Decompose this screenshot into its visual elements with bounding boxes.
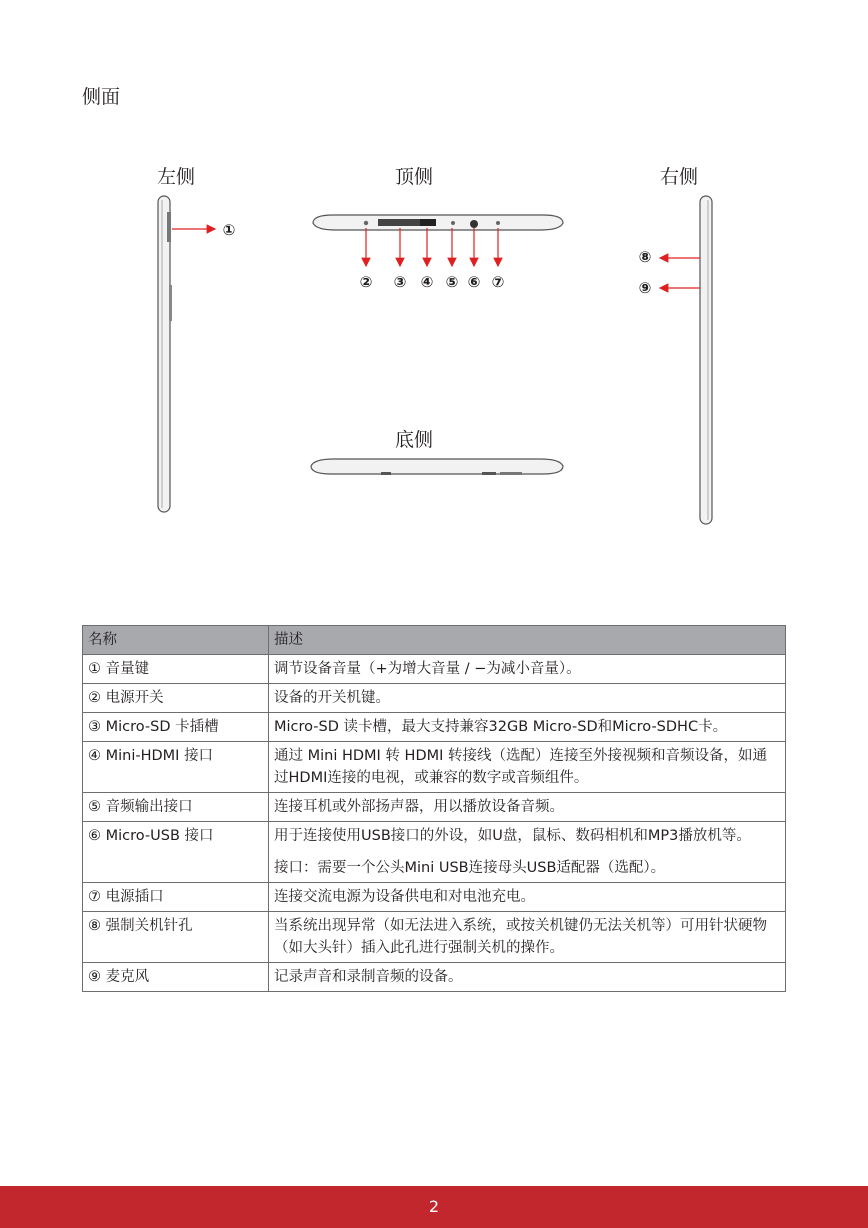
row-description: 当系统出现异常（如无法进入系统，或按关机键仍无法关机等）可用针状硬物（如大头针）插入此孔进行强制关机的操作。 xyxy=(269,912,786,963)
row-description: 用于连接使用USB接口的外设，如U盘，鼠标、数码相机和MP3播放机等。 接口：需要一个公头Mini USB连接母头USB适配器（选配）。 xyxy=(269,822,786,883)
table-row xyxy=(83,912,786,963)
right-side-profile xyxy=(700,196,712,524)
table-row xyxy=(83,742,786,793)
header-name: 名称 xyxy=(83,626,269,655)
callout-6: ⑥ xyxy=(467,273,481,291)
row-name: ⑨ 麦克风 xyxy=(83,963,269,992)
top-side-profile xyxy=(313,215,563,230)
row-description: 连接交流电源为设备供电和对电池充电。 xyxy=(269,883,786,912)
callout-8: ⑧ xyxy=(638,248,652,266)
table-row xyxy=(83,655,786,684)
row-name: ④ Mini-HDMI 接口 xyxy=(83,742,269,793)
row-description: 连接耳机或外部扬声器，用以播放设备音频。 xyxy=(269,793,786,822)
table-row xyxy=(83,713,786,742)
row-name: ① 音量键 xyxy=(83,655,269,684)
callout-3: ③ xyxy=(393,273,407,291)
page-number: 2 xyxy=(428,1197,440,1216)
section-title: 侧面 xyxy=(82,86,121,108)
port-description-table xyxy=(82,625,786,992)
table-header-row xyxy=(83,626,786,655)
bottom-side-profile xyxy=(311,459,563,475)
callout-4: ④ xyxy=(420,273,434,291)
table-row xyxy=(83,883,786,912)
row-description: 通过 Mini HDMI 转 HDMI 转接线（选配）连接至外接视频和音频设备，如通过HDMI连接的电视，或兼容的数字或音频组件。 xyxy=(269,742,786,793)
table-row xyxy=(83,793,786,822)
right-view-label: 右侧 xyxy=(660,166,699,188)
row-name: ⑧ 强制关机针孔 xyxy=(83,912,269,963)
row-description: 调节设备音量（+为增大音量 / −为减小音量）。 xyxy=(269,655,786,684)
row-description: 记录声音和录制音频的设备。 xyxy=(269,963,786,992)
row-description: Micro-SD 读卡槽，最大支持兼容32GB Micro-SD和Micro-SDHC卡。 xyxy=(269,713,786,742)
top-port-arrows xyxy=(366,228,498,266)
row-description: 设备的开关机键。 xyxy=(269,684,786,713)
table-row xyxy=(83,684,786,713)
table-row xyxy=(83,822,786,883)
callout-2: ② xyxy=(359,273,373,291)
header-description: 描述 xyxy=(269,626,786,655)
callout-1: ① xyxy=(222,221,236,239)
row-name: ⑦ 电源插口 xyxy=(83,883,269,912)
row-name: ⑤ 音频输出接口 xyxy=(83,793,269,822)
row-name: ③ Micro-SD 卡插槽 xyxy=(83,713,269,742)
callout-9: ⑨ xyxy=(638,279,652,297)
row-name: ⑥ Micro-USB 接口 xyxy=(83,822,269,883)
table-row xyxy=(83,963,786,992)
page-footer xyxy=(0,1186,868,1228)
callout-5: ⑤ xyxy=(445,273,459,291)
top-view-label: 顶侧 xyxy=(395,166,434,188)
row-name: ② 电源开关 xyxy=(83,684,269,713)
left-side-profile xyxy=(158,196,172,512)
bottom-view-label: 底侧 xyxy=(395,429,434,451)
callout-7: ⑦ xyxy=(491,273,505,291)
left-view-label: 左侧 xyxy=(157,166,196,188)
